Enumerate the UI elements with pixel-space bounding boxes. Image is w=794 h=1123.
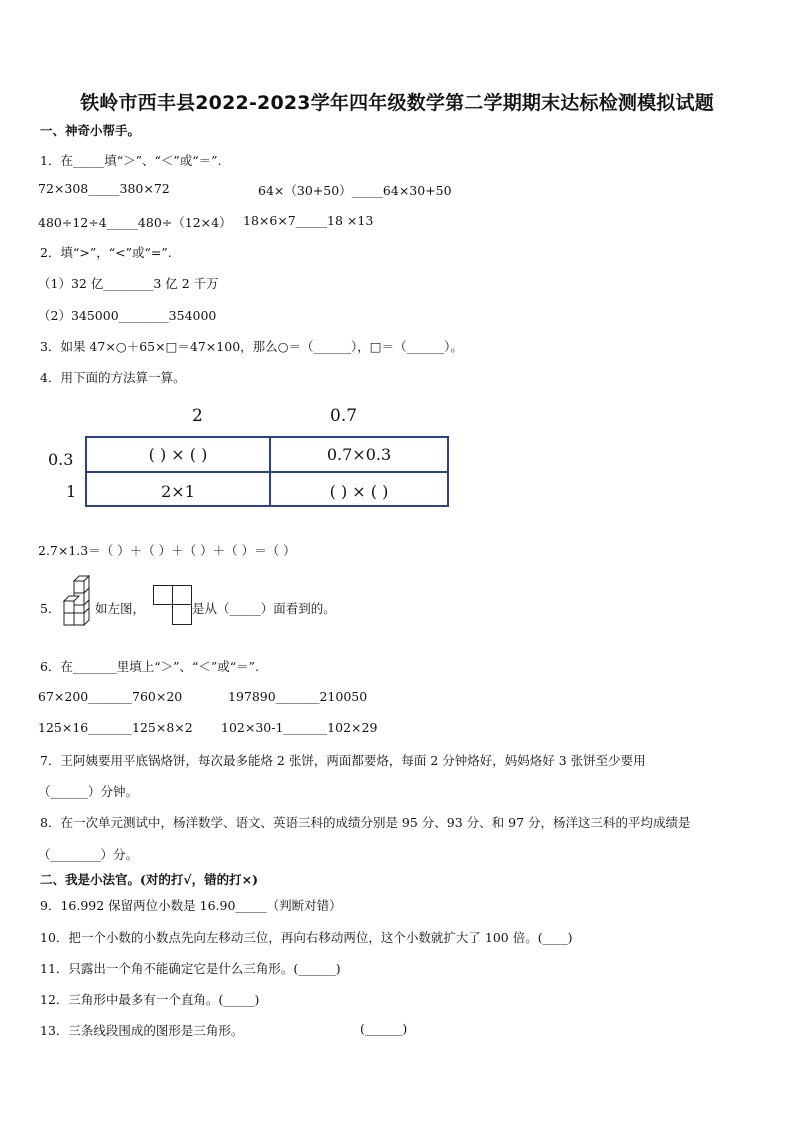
section-1-heading: 一、神奇小帮手。 <box>40 123 141 138</box>
cube-stack-icon <box>57 573 97 635</box>
page-title: 铁岭市西丰县2022-2023学年四年级数学第二学期期末达标检测模拟试题 <box>80 92 714 114</box>
q1-a: 72×308_____380×72 <box>38 181 170 196</box>
q7-line1: 7．王阿姨要用平底锅烙饼，每次最多能烙 2 张饼，两面都要烙，每面 2 分钟烙好，妈妈烙好 3 张饼至少要用 <box>40 753 646 768</box>
q4-equation: 2.7×1.3＝（ ）＋（ ）＋（ ）＋（ ）＝（ ） <box>38 543 296 558</box>
q3-text: 3．如果 47×○＋65×□＝47×100，那么○＝（______），□＝（______）。 <box>40 339 463 354</box>
grid-divider-horizontal <box>87 471 447 473</box>
q4-stem: 4．用下面的方法算一算。 <box>40 370 186 385</box>
grid-cell-bottom-right: ( ) × ( ) <box>329 482 389 501</box>
q6-b: 197890_______210050 <box>228 689 368 704</box>
q8-line2: （________）分。 <box>38 847 139 862</box>
q2-a: （1）32 亿________3 亿 2 千万 <box>38 276 219 291</box>
q12-text: 12．三角形中最多有一个直角。(_____) <box>40 992 260 1007</box>
q6-d: 102×30-1_______102×29 <box>221 720 378 735</box>
q2-stem: 2．填“>”，“<”或“=”. <box>40 245 172 260</box>
q11-text: 11．只露出一个角不能确定它是什么三角形。(______) <box>40 961 341 976</box>
grid-cell-bottom-left: 2×1 <box>161 482 195 501</box>
q1-b: 64×（30+50）_____64×30+50 <box>258 183 452 198</box>
area-model-grid <box>85 436 449 507</box>
q1-stem: 1．在_____填“＞”、“＜”或“＝”. <box>40 153 222 168</box>
q1-d: 18×6×7_____18 ×13 <box>243 213 374 228</box>
q1-c: 480÷12÷4_____480÷（12×4） <box>38 215 232 230</box>
q10-text: 10．把一个小数的小数点先向左移动三位，再向右移动两位，这个小数就扩大了 100 倍。(____) <box>40 930 573 945</box>
q6-a: 67×200_______760×20 <box>38 689 183 704</box>
q6-c: 125×16_______125×8×2 <box>38 720 193 735</box>
q5-text-a: 如左图， <box>95 601 146 616</box>
grid-cell-top-right: 0.7×0.3 <box>326 445 392 464</box>
q7-line2: （______）分钟。 <box>38 784 139 799</box>
q5-text-b: 是从（_____）面看到的。 <box>192 601 336 616</box>
q13-text: 13．三条线段围成的图形是三角形。 <box>40 1023 244 1038</box>
q13-blank: (______) <box>360 1021 408 1036</box>
q4-top-label-right: 0.7 <box>330 406 358 426</box>
q4-left-label-top: 0.3 <box>48 450 74 469</box>
q9-text: 9．16.992 保留两位小数是 16.90_____（判断对错） <box>40 898 342 913</box>
q5-number: 5． <box>40 601 61 616</box>
q6-stem: 6．在_______里填上“＞”、“＜”或“＝”. <box>40 659 260 674</box>
view-shape-icon <box>153 585 193 626</box>
section-2-heading: 二、我是小法官。(对的打√，错的打×) <box>40 872 259 887</box>
q2-b: （2）345000________354000 <box>38 308 217 323</box>
q4-top-label-left: 2 <box>192 406 203 426</box>
q4-left-label-bottom: 1 <box>66 482 77 501</box>
q8-line1: 8．在一次单元测试中，杨洋数学、语文、英语三科的成绩分别是 95 分、93 分、和 97 分，杨洋这三科的平均成绩是 <box>40 815 691 830</box>
grid-cell-top-left: ( ) × ( ) <box>148 445 208 464</box>
